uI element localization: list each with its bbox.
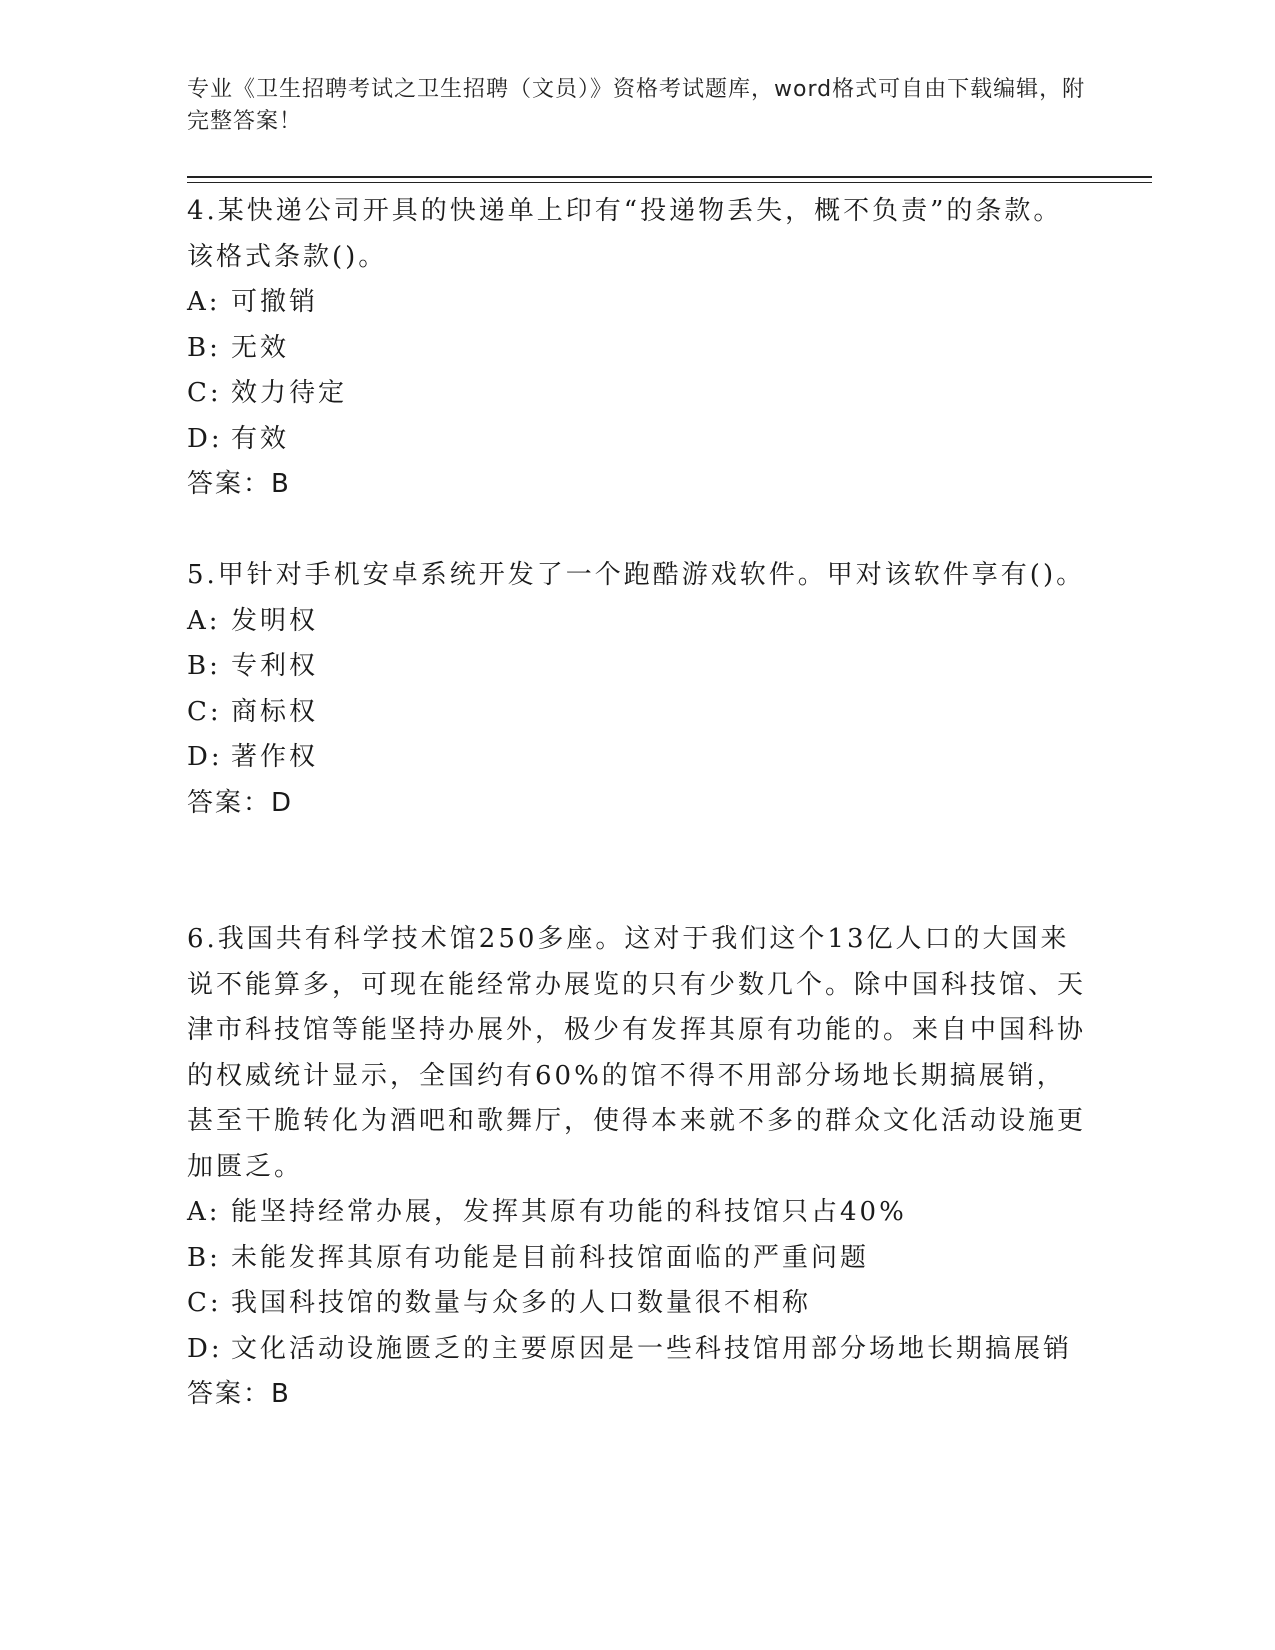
option-letter: A: <box>187 605 221 636</box>
option-letter: A: <box>187 1197 221 1227</box>
question-stem: 6.我国共有科学技术馆250多座。这对于我们这个13亿人口的大国来说不能算多，可现在能经常办展览的只有少数几个。除中国科技馆、天津市科技馆等能坚持办展外，极少有发挥其原有功能的。来自中国科协的权威统计显示，全国约有60%的馆不得不用部分场地长期搞展销，甚至干脆转化为酒吧和歌舞厅，使得本来就不多的群众文化活动设施更加匮乏。 <box>187 924 1087 1182</box>
option-letter: D: <box>187 742 223 772</box>
option-letter: B: <box>187 332 221 363</box>
option-letter: B: <box>187 651 221 681</box>
option-text: 可撤销 <box>231 287 319 317</box>
option-a <box>187 280 1087 326</box>
document-header: 专业《卫生招聘考试之卫生招聘（文员）》资格考试题库，word格式可自由下载编辑，附完整答案！ <box>187 77 1086 134</box>
option-text: 著作权 <box>231 742 319 772</box>
option-text: 文化活动设施匮乏的主要原因是一些科技馆用部分场地长期搞展销 <box>231 1333 1073 1364</box>
question-6 <box>187 917 1087 1418</box>
option-text: 发明权 <box>231 605 319 636</box>
answer-line: 答案：B <box>187 469 291 499</box>
option-c <box>187 371 1087 417</box>
option-text: 无效 <box>231 332 290 363</box>
option-letter: D: <box>187 423 223 454</box>
option-text: 我国科技馆的数量与众多的人口数量很不相称 <box>231 1288 812 1318</box>
option-a <box>187 599 1087 645</box>
option-d <box>187 1327 1087 1373</box>
option-text: 未能发挥其原有功能是目前科技馆面临的严重问题 <box>231 1242 870 1273</box>
option-b <box>187 326 1087 372</box>
answer-line: 答案：D <box>187 787 294 818</box>
option-d <box>187 417 1087 463</box>
question-4 <box>187 189 1087 508</box>
option-b <box>187 1236 1087 1282</box>
option-text: 能坚持经常办展，发挥其原有功能的科技馆只占40% <box>231 1197 907 1227</box>
option-letter: C: <box>187 1288 222 1318</box>
option-text: 专利权 <box>231 651 319 681</box>
option-letter: D: <box>187 1333 223 1364</box>
header-divider-thin <box>187 182 1152 183</box>
option-a <box>187 1190 1087 1236</box>
question-5 <box>187 553 1087 826</box>
option-letter: A: <box>187 287 221 317</box>
header-divider-thick <box>187 176 1152 178</box>
option-b <box>187 644 1087 690</box>
answer-line: 答案：B <box>187 1379 291 1409</box>
option-text: 效力待定 <box>231 378 348 408</box>
option-c <box>187 690 1087 736</box>
option-letter: B: <box>187 1242 221 1273</box>
option-text: 商标权 <box>231 696 319 727</box>
option-d <box>187 735 1087 781</box>
option-c <box>187 1281 1087 1327</box>
option-letter: C: <box>187 696 222 727</box>
option-letter: C: <box>187 378 222 408</box>
question-stem: 5.甲针对手机安卓系统开发了一个跑酷游戏软件。甲对该软件享有()。 <box>187 560 1086 590</box>
question-stem: 4.某快递公司开具的快递单上印有“投递物丢失，概不负责”的条款。该格式条款()。 <box>187 196 1063 272</box>
option-text: 有效 <box>231 423 290 454</box>
